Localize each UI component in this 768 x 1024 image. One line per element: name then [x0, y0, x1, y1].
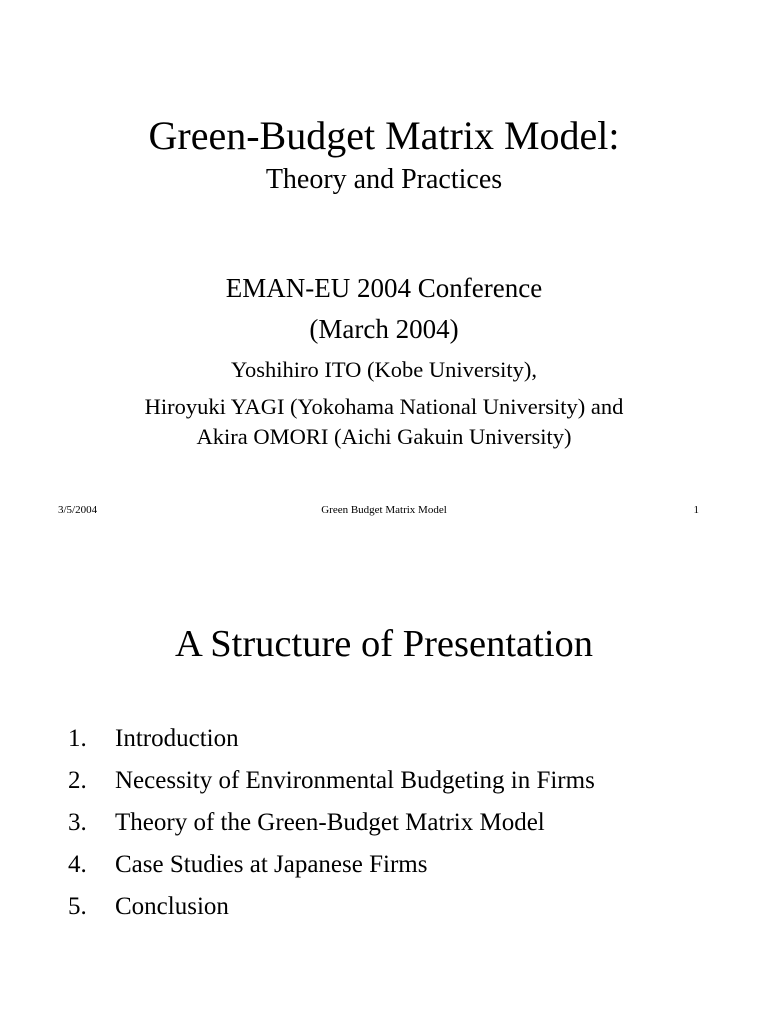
presentation-title: Green-Budget Matrix Model: — [148, 113, 620, 158]
agenda-item-number: 5. — [68, 893, 87, 920]
agenda-item — [68, 810, 595, 852]
author-line: Yoshihiro ITO (Kobe University), — [230, 357, 538, 382]
agenda-item — [68, 852, 595, 894]
agenda-list — [68, 726, 595, 936]
agenda-slide — [0, 540, 768, 1024]
author-line: Hiroyuki YAGI (Yokohama National University) and — [144, 394, 624, 419]
agenda-item-number: 1. — [68, 725, 87, 752]
presentation-subtitle: Theory and Practices — [265, 164, 503, 195]
agenda-item-label: Necessity of Environmental Budgeting in Firms — [115, 767, 595, 794]
author-line: Akira OMORI (Aichi Gakuin University) — [196, 424, 572, 449]
conference-name: EMAN-EU 2004 Conference — [225, 273, 543, 303]
agenda-item — [68, 894, 595, 936]
agenda-item-label: Conclusion — [115, 893, 229, 920]
agenda-item-label: Introduction — [115, 725, 239, 752]
agenda-item-number: 4. — [68, 851, 87, 878]
agenda-title: A Structure of Presentation — [174, 623, 594, 665]
agenda-item-number: 2. — [68, 767, 87, 794]
footer-page-number: 1 — [693, 504, 699, 516]
agenda-item — [68, 768, 595, 810]
conference-date: (March 2004) — [309, 314, 459, 344]
agenda-item-label: Case Studies at Japanese Firms — [115, 851, 428, 878]
agenda-item-label: Theory of the Green-Budget Matrix Model — [115, 809, 545, 836]
agenda-item-number: 3. — [68, 809, 87, 836]
footer-date: 3/5/2004 — [58, 504, 98, 516]
agenda-item — [68, 726, 595, 768]
footer-title: Green Budget Matrix Model — [321, 504, 447, 516]
